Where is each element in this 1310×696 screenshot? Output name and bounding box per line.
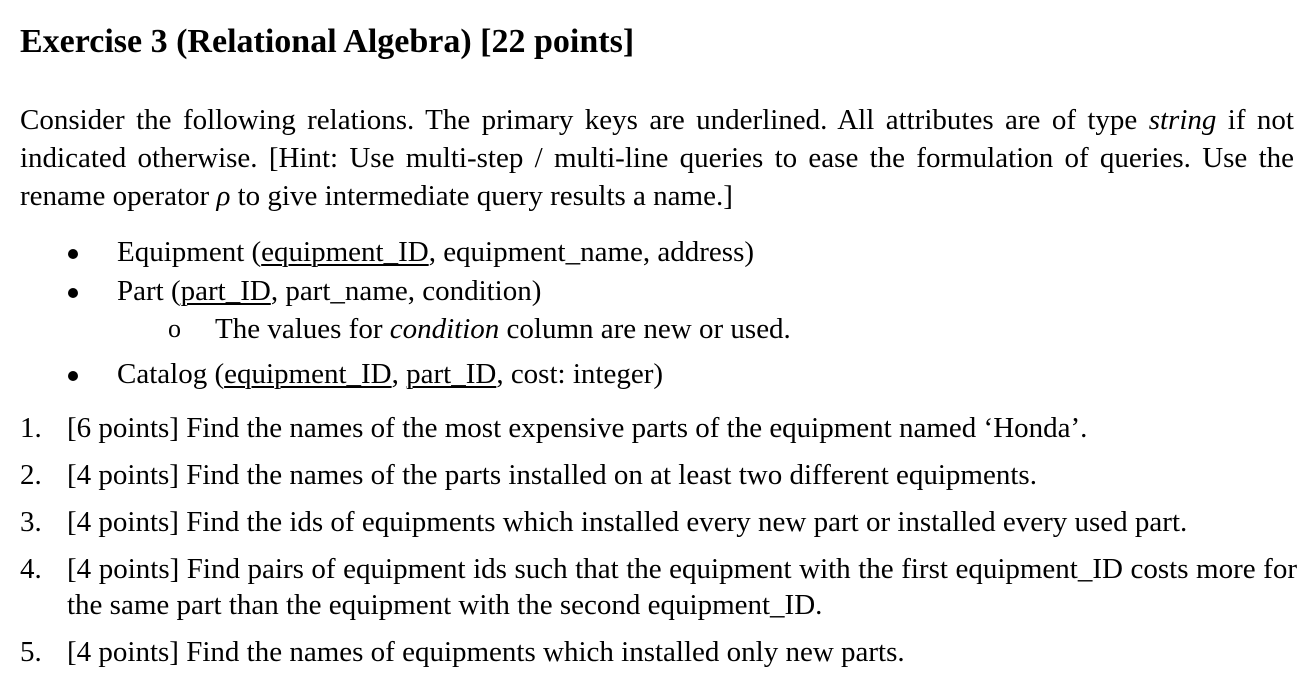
intro-text-2: if not indicated otherwise. [Hint: Use multi-step / multi-line queries to ease the formulation of queries. Use the rename operator — [20, 104, 1294, 212]
question-text: [4 points] Find the ids of equipments which installed every new part or installed every used part. — [67, 506, 1188, 538]
question-item — [20, 457, 1294, 493]
primary-key-catalog-equipment-id: equipment_ID — [224, 358, 392, 390]
exercise-title: Exercise 3 (Relational Algebra) [22 points] — [20, 23, 635, 60]
relation-part-name: Part ( — [117, 275, 181, 307]
relation-equipment-text — [117, 233, 754, 272]
intro-text-1: Consider the following relations. The primary keys are underlined. All attributes are of type — [20, 104, 1149, 136]
relation-catalog — [20, 355, 1294, 394]
question-item — [20, 634, 1294, 670]
part-condition-note-text — [215, 311, 791, 347]
relations-list — [20, 233, 1294, 394]
question-number: 3. — [20, 506, 42, 538]
relation-catalog-sep: , — [391, 358, 407, 390]
question-text: [4 points] Find pairs of equipment ids such that the equipment with the first equipment_ID costs more for the same part than the equipment with the second equipment_ID. — [67, 553, 1297, 621]
question-item — [20, 410, 1294, 446]
relation-part — [20, 272, 1294, 311]
question-item — [20, 504, 1294, 540]
question-number: 1. — [20, 412, 42, 444]
question-text: [6 points] Find the names of the most expensive parts of the equipment named ‘Honda’. — [67, 412, 1088, 444]
primary-key-part-id: part_ID — [180, 275, 271, 307]
relation-catalog-text — [117, 355, 663, 394]
part-condition-note — [20, 311, 1294, 355]
rho-symbol: ρ — [216, 180, 231, 212]
relation-part-text — [117, 272, 541, 311]
question-number: 5. — [20, 636, 42, 668]
note-post: column are new or used. — [499, 313, 791, 345]
relation-equipment-name: Equipment ( — [117, 236, 262, 268]
question-number: 4. — [20, 553, 42, 585]
question-text: [4 points] Find the names of equipments which installed only new parts. — [67, 636, 905, 668]
intro-text-3: to give intermediate query results a name.] — [230, 180, 733, 212]
intro-paragraph — [20, 101, 1294, 215]
relation-equipment-rest: , equipment_name, address) — [428, 236, 755, 268]
questions-list — [20, 410, 1297, 681]
note-pre: The values for — [215, 313, 390, 345]
question-item — [20, 551, 1297, 623]
relation-catalog-rest: , cost: integer) — [496, 358, 664, 390]
hollow-bullet-icon: o — [168, 314, 181, 343]
question-text: [4 points] Find the names of the parts installed on at least two different equipments. — [67, 459, 1037, 491]
question-number: 2. — [20, 459, 42, 491]
relation-part-rest: , part_name, condition) — [270, 275, 542, 307]
relation-catalog-name: Catalog ( — [117, 358, 225, 390]
primary-key-catalog-part-id: part_ID — [406, 358, 497, 390]
relation-equipment — [20, 233, 1294, 272]
intro-italic-type: string — [1148, 104, 1217, 136]
note-italic-condition: condition — [389, 313, 500, 345]
primary-key-equipment-id: equipment_ID — [261, 236, 429, 268]
